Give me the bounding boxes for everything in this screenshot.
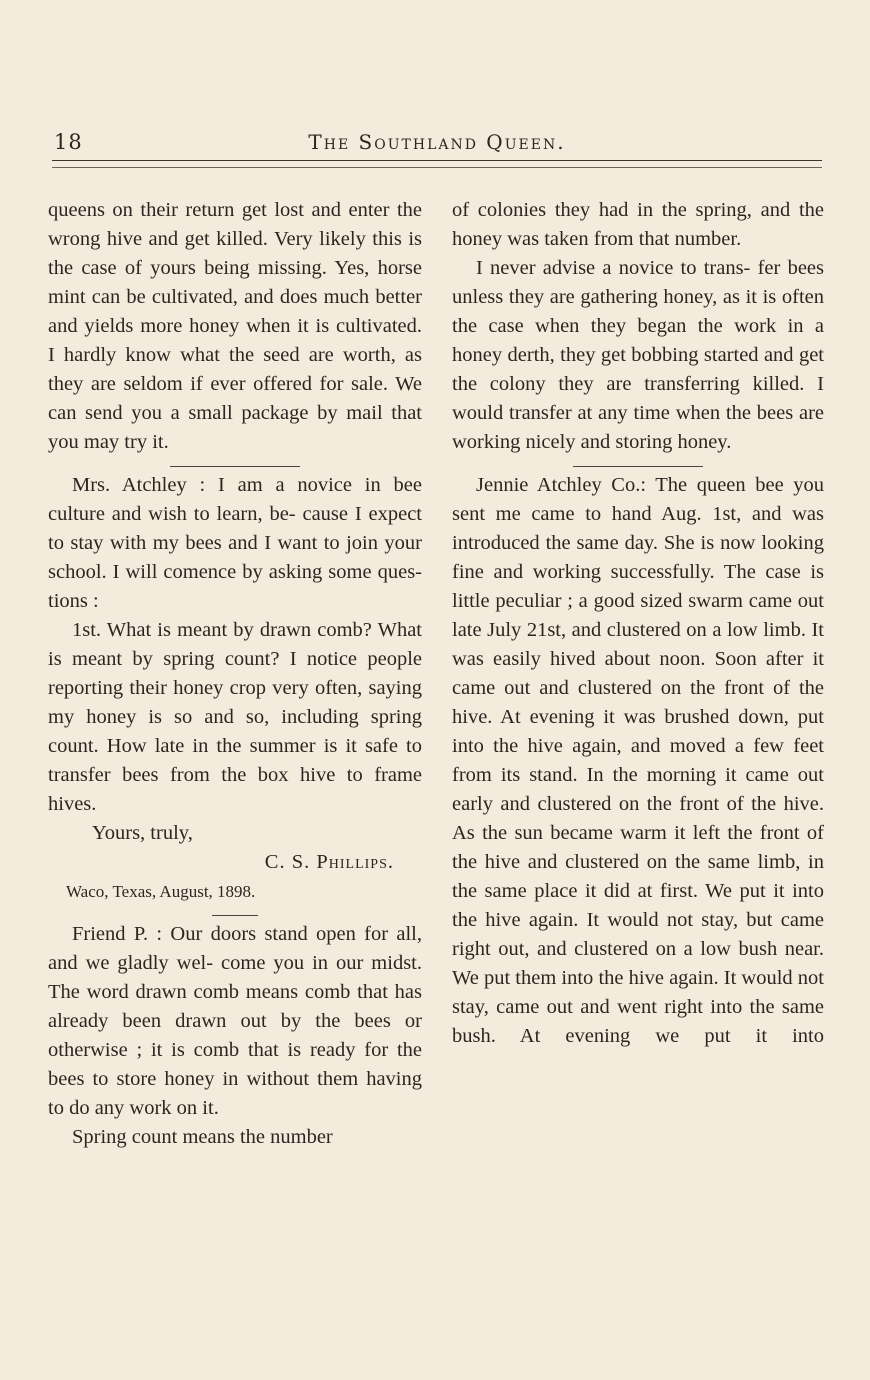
paragraph: queens on their return get lost and enter the wrong hive and get killed. Very likely this is the case of yours being missing. Yes, horse mint can be cultivated, and does much better and yields more honey when it is cultivated. I hardly know what the seed are worth, as they are seldom if ever offered for sale. We can send you a small package by mail that you may try it. <box>48 199 422 453</box>
page-number: 18 <box>54 130 83 154</box>
page-header <box>52 130 822 158</box>
left-column <box>48 196 422 1152</box>
section-divider <box>170 466 300 467</box>
paragraph: I never advise a novice to trans- fer bees unless they are gathering honey, as it is often the case when they began the work in a honey derth, they get bobbing started and get the colony they are transferring killed. I would transfer at any time when the bees are working nicely and storing honey. <box>452 257 824 453</box>
letter-dateline: Waco, Texas, August, 1898. <box>66 882 256 901</box>
reply-paragraph: Spring count means the number <box>72 1126 333 1148</box>
letter-paragraph: Mrs. Atchley : I am a novice in bee culture and wish to learn, be- cause I expect to stay with my bees and I want to join your school. I will comence by asking some ques- tions : <box>48 474 422 612</box>
right-column <box>452 196 824 1051</box>
header-rule <box>52 160 822 168</box>
reply-paragraph: Friend P. : Our doors stand open for all, and we gladly wel- come you in our midst. The word drawn comb means comb that has already been drawn out by the bees or otherwise ; it is comb that is ready for the bees to store honey in without them having to do any work on it. <box>48 923 422 1119</box>
section-divider <box>212 915 258 916</box>
paragraph: of colonies they had in the spring, and the honey was taken from that number. <box>452 199 824 250</box>
letter-closing: Yours, truly, <box>92 822 193 844</box>
section-divider <box>573 466 703 467</box>
running-title: The Southland Queen. <box>308 130 566 154</box>
letter-paragraph: 1st. What is meant by drawn comb? What is meant by spring count? I notice people reporting their honey crop very often, saying my honey is so and so, including spring count. How late in the summer is it safe to transfer bees from the box hive to frame hives. <box>48 619 422 815</box>
letter-paragraph: Jennie Atchley Co.: The queen bee you sent me came to hand Aug. 1st, and was introduced the same day. She is now looking fine and working successfully. The case is little peculiar ; a good sized swarm came out late July 21st, and clustered on a low limb. It was easily hived about noon. Soon after it came out and clustered on the front of the hive. At evening it was brushed down, put into the hive again, and moved a few feet from its stand. In the morning it came out early and clustered on the front of the hive. As the sun became warm it left the front of the hive and clustered on the same limb, in the same place it did at first. We put it into the hive again. It would not stay, but came right out, and clustered on a low bush near. We put them into the hive again. It would not stay, came out and went right into the same bush. At evening we put it into <box>452 474 824 1047</box>
letter-signature: C. S. Phillips. <box>264 851 394 873</box>
